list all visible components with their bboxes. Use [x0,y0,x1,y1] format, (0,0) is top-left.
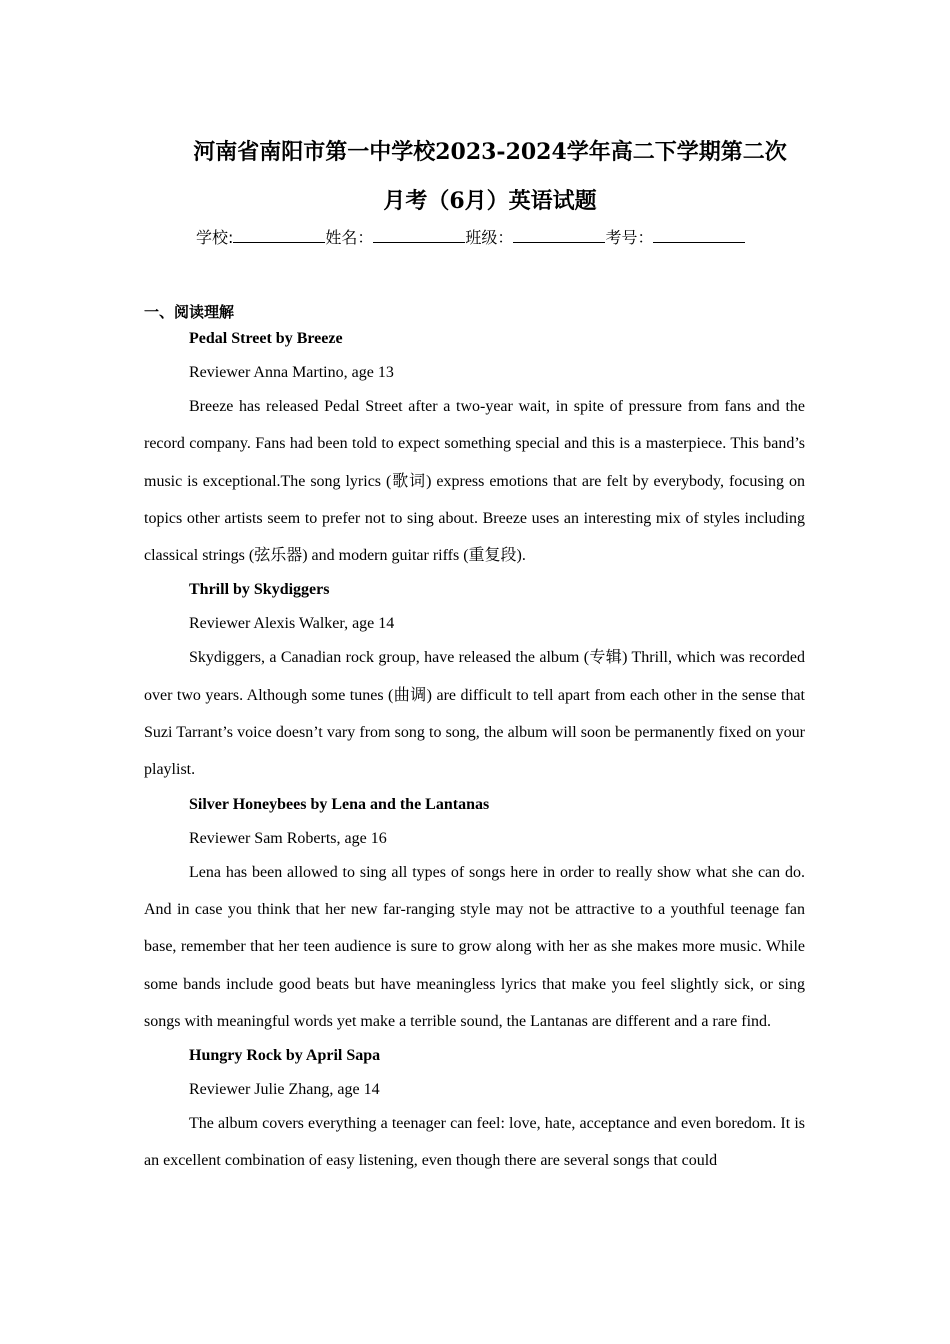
review-item [144,1040,805,1180]
name-blank[interactable] [373,226,465,243]
class-label: 班级： [465,228,514,247]
student-info-line [196,226,745,249]
number-label: 考号： [605,228,654,247]
document-title-line-1: 河南省南阳市第一中学校2023-2024学年高二下学期第二次 [193,139,787,165]
reviewer-line: Reviewer Alexis Walker, age 14 [189,615,395,633]
review-title: Thrill by Skydiggers [189,581,330,599]
review-text: The album covers everything a teenager can feel: love, hate, acceptance and even boredom. It is an excellent combination of easy listening, even though there are several songs that could [144,1115,805,1170]
reading-passage [144,323,805,1180]
reviewer-line: Reviewer Sam Roberts, age 16 [189,829,387,847]
review-title: Pedal Street by Breeze [189,330,343,347]
school-blank[interactable] [233,226,325,243]
school-label: 学校: [196,228,234,247]
reviewer-line: Reviewer Anna Martino, age 13 [189,364,394,381]
review-item [144,574,805,788]
number-blank[interactable] [653,226,745,243]
reviewer-line: Reviewer Julie Zhang, age 14 [189,1081,380,1099]
review-title: Silver Honeybees by Lena and the Lantanas [189,795,490,813]
section-heading: 一、阅读理解 [144,303,235,321]
name-label: 姓名： [325,228,374,247]
review-text: Lena has been allowed to sing all types of songs here in order to really show what she can do. And in case you think that her new far-ranging style may not be attractive to a youthful teenage fan base, remember that her teen audience is sure to grow along with her as she makes more music. While some bands include good beats but have meaningless lyrics that make you feel slightly sick, or sing songs with meaningful words yet make a terrible sound, the Lantanas are different and a rare find. [144,863,805,1030]
class-blank[interactable] [513,226,605,243]
review-text: Breeze has released Pedal Street after a two-year wait, in spite of pressure from fans and the record company. Fans had been told to expect something special and this is a masterpiece. This band’s music is exceptional.The song lyrics (歌词) express emotions that are felt by everybody, focusing on topics other artists seem to prefer not to sing about. Breeze uses an interesting mix of styles including classical strings (弦乐器) and modern guitar riffs (重复段). [144,398,805,565]
review-item [144,789,805,1040]
review-text: Skydiggers, a Canadian rock group, have released the album (专辑) Thrill, which was recorded over two years. Although some tunes (曲调) are difficult to tell apart from each other in the sense that Suzi Tarrant’s voice doesn’t vary from song to song, the album will soon be permanently fixed on your playlist. [144,649,805,779]
review-title: Hungry Rock by April Sapa [189,1047,381,1065]
review-item [144,323,805,574]
document-title-line-2: 月考（6月）英语试题 [383,188,597,214]
